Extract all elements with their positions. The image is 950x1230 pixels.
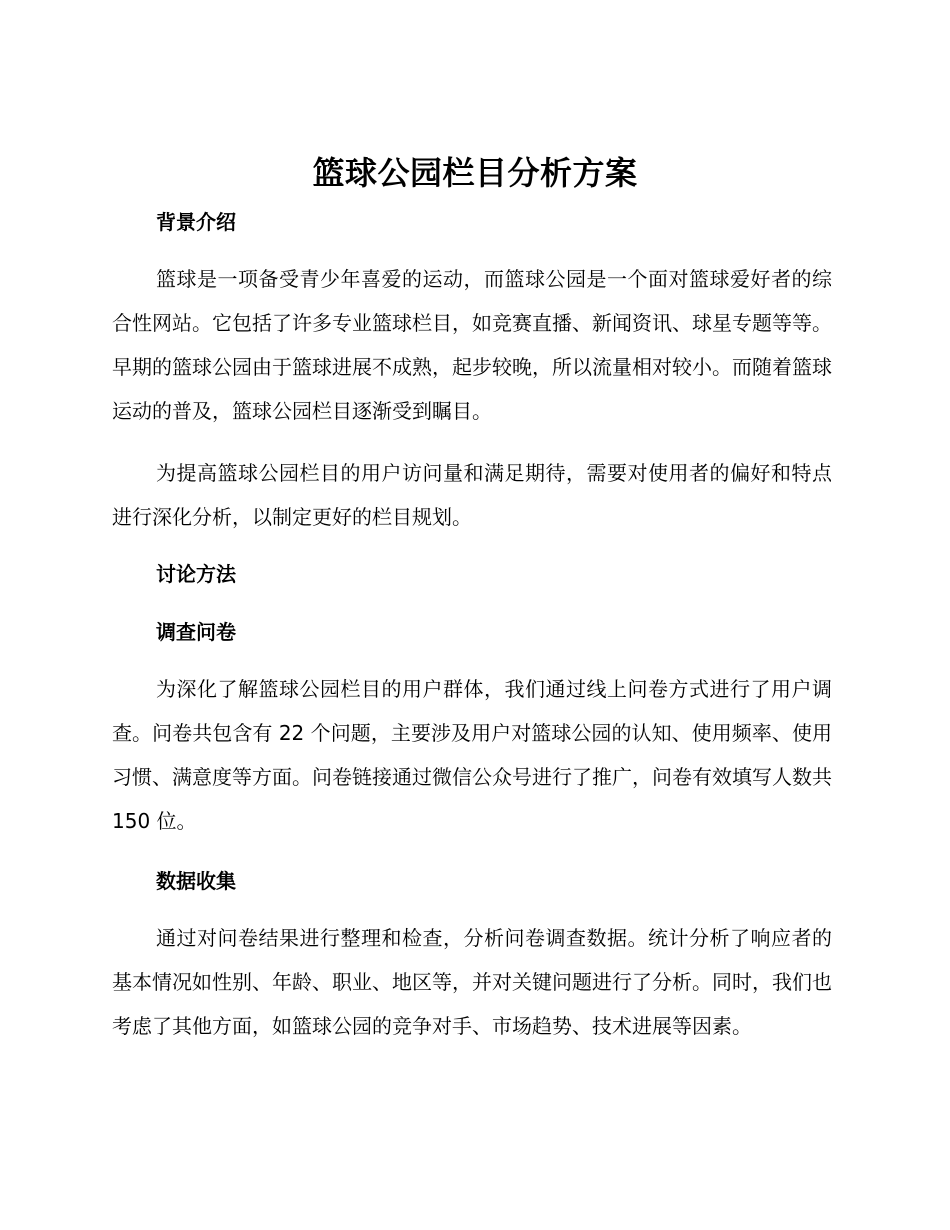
- paragraph-data-collection: 通过对问卷结果进行整理和检查，分析问卷调查数据。统计分析了响应者的基本情况如性别、年龄、职业、地区等，并对关键问题进行了分析。同时，我们也考虑了其他方面，如篮球公园的竞争对手、市场趋势、技术进展等因素。: [112, 926, 832, 1038]
- paragraph-background-goal: 为提高篮球公园栏目的用户访问量和满足期待，需要对使用者的偏好和特点进行深化分析，以制定更好的栏目规划。: [112, 461, 832, 529]
- paragraph-background-intro: 篮球是一项备受青少年喜爱的运动，而篮球公园是一个面对篮球爱好者的综合性网站。它包括了许多专业篮球栏目，如竞赛直播、新闻资讯、球星专题等等。早期的篮球公园由于篮球进展不成熟，起步较晚，所以流量相对较小。而随着篮球运动的普及，篮球公园栏目逐渐受到瞩目。: [112, 267, 832, 423]
- section-heading-data-collection: 数据收集: [156, 869, 236, 893]
- section-heading-background: 背景介绍: [156, 210, 236, 234]
- section-heading-questionnaire: 调查问卷: [156, 620, 236, 644]
- paragraph-questionnaire: 为深化了解篮球公园栏目的用户群体，我们通过线上问卷方式进行了用户调查。问卷共包含有 22 个问题，主要涉及用户对篮球公园的认知、使用频率、使用习惯、满意度等方面。问卷链接通过微信公众号进行了推广，问卷有效填写人数共 150 位。: [112, 677, 832, 833]
- document-title: 篮球公园栏目分析方案: [312, 154, 638, 192]
- section-heading-methods: 讨论方法: [156, 562, 236, 586]
